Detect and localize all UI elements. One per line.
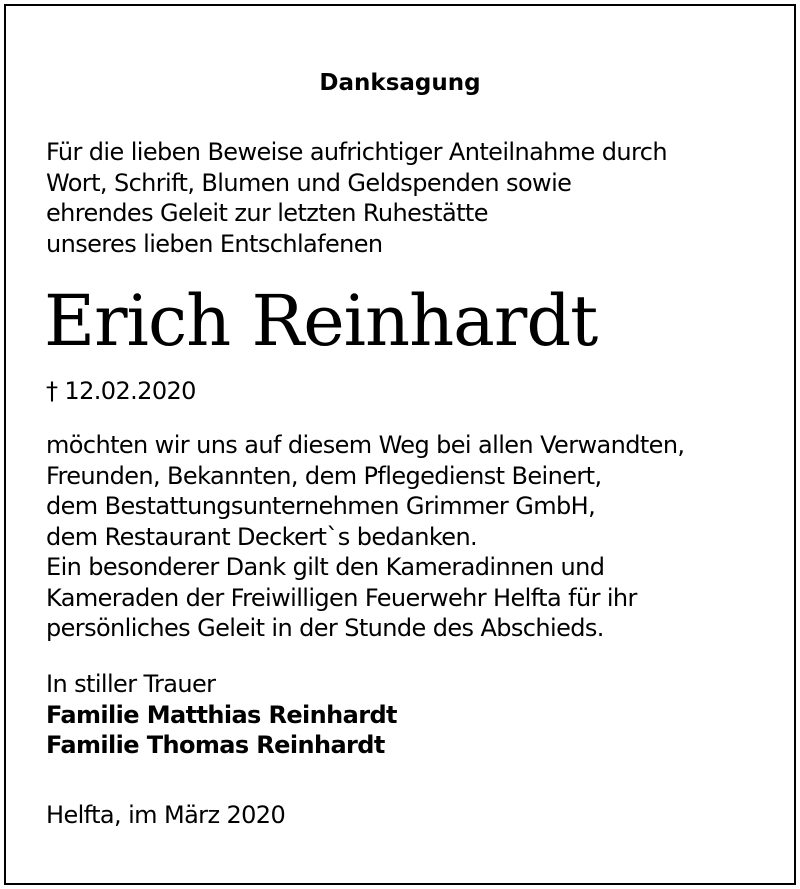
- thanks-line: dem Restaurant Deckert`s bedanken.: [46, 522, 478, 551]
- thanks-text: [46, 430, 684, 644]
- intro-line: Wort, Schrift, Blumen und Geldspenden sowie: [46, 168, 572, 197]
- thanks-line: möchten wir uns auf diesem Weg bei allen Verwandten,: [46, 431, 685, 459]
- intro-text: [46, 137, 667, 259]
- death-date: † 12.02.2020: [46, 377, 196, 405]
- thanks-line: Freunden, Bekannten, dem Pflegedienst Beinert,: [46, 461, 602, 490]
- thanks-line: Ein besonderer Dank gilt den Kameradinnen und: [46, 553, 605, 581]
- intro-line: Für die lieben Beweise aufrichtiger Anteilnahme durch: [46, 138, 667, 166]
- intro-line: ehrendes Geleit zur letzten Ruhestätte: [46, 199, 488, 227]
- family-name: Familie Matthias Reinhardt: [46, 700, 397, 729]
- family-name: Familie Thomas Reinhardt: [46, 731, 385, 759]
- thanks-line: dem Bestattungsunternehmen Grimmer GmbH,: [46, 492, 596, 520]
- place-date: Helfta, im März 2020: [46, 801, 286, 829]
- signature-intro: In stiller Trauer: [46, 670, 216, 698]
- deceased-name: Erich Reinhardt: [44, 280, 598, 362]
- thanks-line: persönliches Geleit in der Stunde des Abschieds.: [46, 614, 604, 642]
- intro-line: unseres lieben Entschlafenen: [46, 229, 383, 258]
- signature-block: [46, 669, 397, 761]
- thanks-line: Kameraden der Freiwilligen Feuerwehr Helfta für ihr: [46, 583, 637, 612]
- notice-heading: Danksagung: [319, 70, 481, 96]
